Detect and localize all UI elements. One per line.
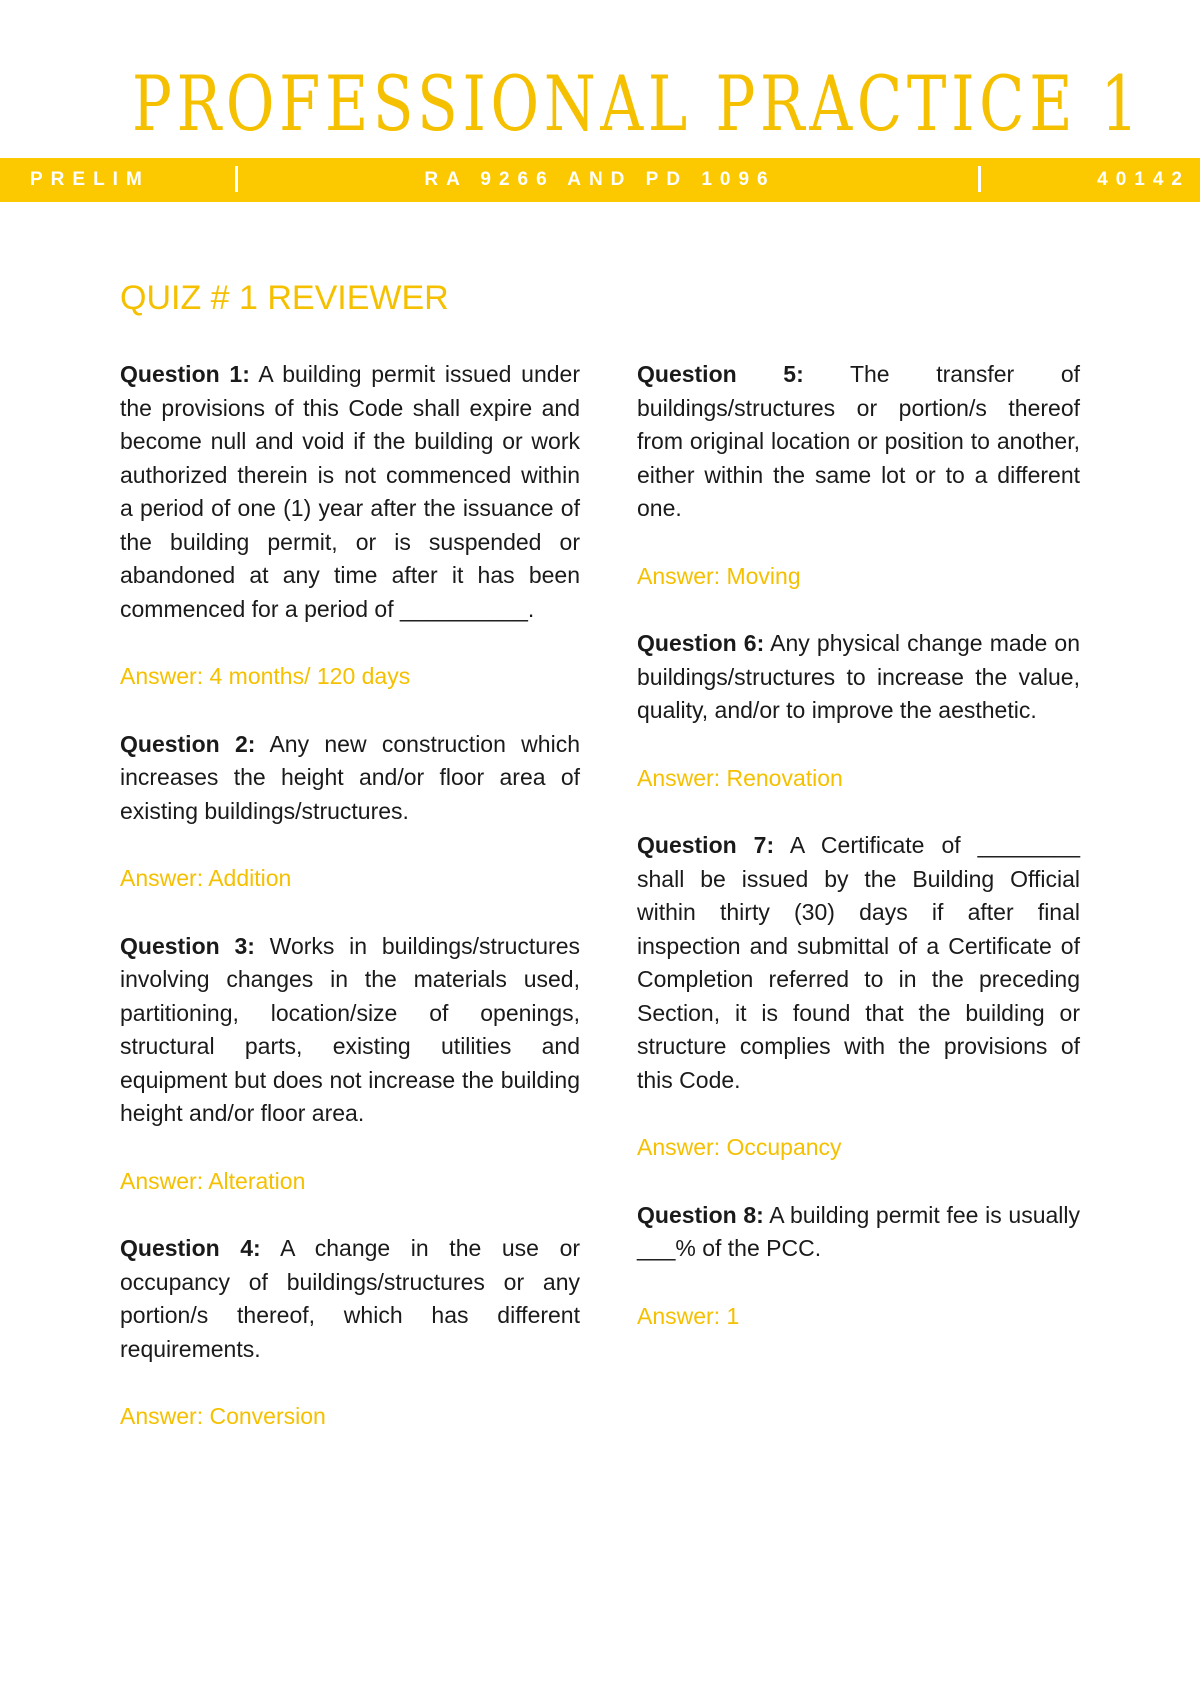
question-item (120, 358, 580, 694)
question-body: A Certificate of ________ shall be issued by the Building Official within thirty (30) days if after final inspection and submittal of a Certificate of Completion referred to in the preceding Section, it is found that the building or structure complies with the provisions of this Code. (637, 832, 1080, 1093)
answer-text: Answer: Moving (637, 562, 801, 589)
question-item (637, 1199, 1080, 1334)
question-item (120, 930, 580, 1199)
band-divider (978, 166, 981, 192)
term-label: PRELIM (30, 169, 150, 190)
topic-label: RA 9266 AND PD 1096 (424, 169, 776, 190)
question-item (637, 358, 1080, 593)
left-column (120, 358, 580, 1468)
question-item (637, 627, 1080, 795)
question-item (120, 1232, 580, 1434)
question-label: Question 3: (120, 932, 255, 959)
question-text (120, 358, 580, 626)
question-body: Any new construction which increases the height and/or floor area of existing buildings/structures. (120, 730, 580, 824)
question-text (637, 1199, 1080, 1266)
question-text (120, 728, 580, 829)
question-text (637, 358, 1080, 526)
answer-text: Answer: Conversion (120, 1403, 326, 1429)
page-title: PROFESSIONAL PRACTICE 1 (132, 59, 1144, 148)
question-text (120, 930, 580, 1131)
answer-text: Answer: 1 (637, 1302, 740, 1329)
question-label: Question 7: (637, 832, 775, 858)
question-body: A building permit issued under the provisions of this Code shall expire and become null and void if the building or work authorized therein is not commenced within a period of one (1) year after the issuance of the building permit, or is suspended or abandoned at any time after it has been commenced for a period of __________. (120, 361, 581, 622)
header-band (0, 158, 1200, 202)
question-body: The transfer of buildings/structures or portion/s thereof from original location or position to another, either within the same lot or to a different one. (637, 361, 1080, 521)
question-label: Question 1: (120, 361, 250, 387)
question-body: Any physical change made on buildings/structures to increase the value, quality, and/or to improve the aesthetic. (637, 630, 1080, 723)
question-label: Question 2: (120, 730, 256, 757)
right-column (637, 358, 1080, 1367)
course-code: 40142 (1097, 169, 1190, 190)
question-label: Question 8: (637, 1201, 764, 1228)
question-label: Question 4: (120, 1235, 261, 1261)
question-body: A change in the use or occupancy of buildings/structures or any portion/s thereof, which has different requirements. (120, 1235, 581, 1362)
answer-text: Answer: Renovation (637, 764, 843, 791)
question-item (120, 728, 580, 896)
question-label: Question 5: (637, 361, 804, 387)
answer-text: Answer: 4 months/ 120 days (120, 663, 411, 689)
question-body: A building permit fee is usually ___% of the PCC. (637, 1201, 1080, 1261)
question-text (637, 627, 1080, 728)
quiz-heading: QUIZ # 1 REVIEWER (120, 279, 449, 317)
answer-text: Answer: Alteration (120, 1167, 306, 1194)
question-label: Question 6: (637, 630, 765, 656)
question-text (637, 829, 1080, 1097)
question-item (637, 829, 1080, 1165)
answer-text: Answer: Occupancy (637, 1134, 842, 1160)
question-body: Works in buildings/structures involving changes in the materials used, partitioning, location/size of openings, structural parts, existing utilities and equipment but does not increase the building height and/or floor area. (120, 932, 581, 1126)
answer-text: Answer: Addition (120, 865, 292, 891)
question-text (120, 1232, 580, 1366)
